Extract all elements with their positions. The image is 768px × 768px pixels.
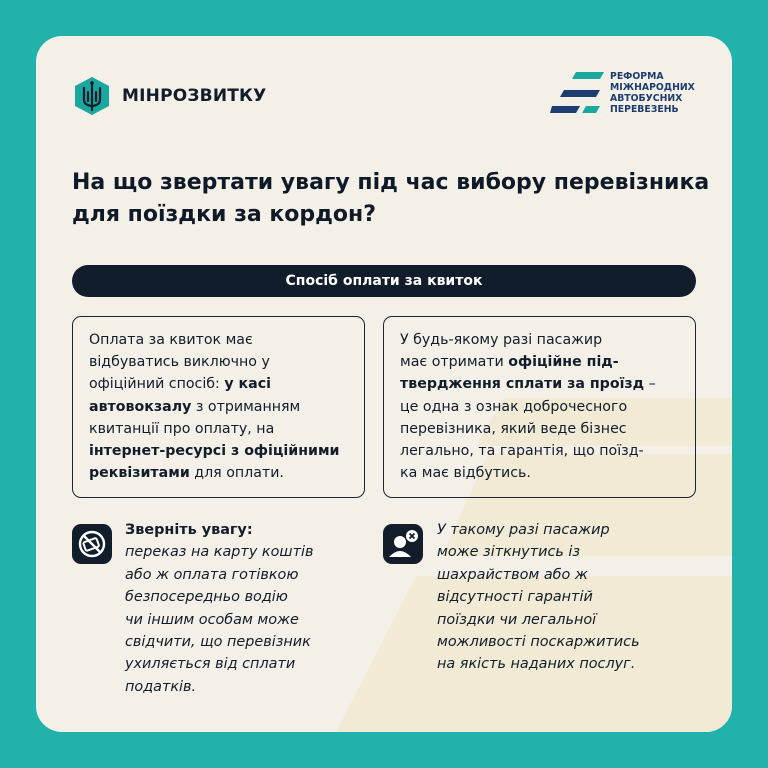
box-line: реквізитами для оплати.: [89, 465, 284, 482]
payment-method-box: [72, 316, 365, 498]
warning-note-left: [125, 519, 313, 698]
warning-heading: Зверніть увагу:: [125, 522, 253, 538]
reform-logo-line: РЕФОРМА: [610, 71, 664, 82]
warning-line: відсутності гарантій: [437, 589, 593, 606]
trident-shield-icon: [72, 76, 112, 116]
box-line: перевізника, який веде бізнес: [400, 420, 627, 437]
warning-line: безпосередньо водію: [125, 589, 288, 606]
warning-line: У такому разі пасажир: [437, 522, 610, 538]
infographic-card: [36, 36, 732, 732]
box-line: У будь-якому разі пасажир: [400, 332, 603, 348]
title-line: для поїздки за кордон?: [72, 202, 377, 227]
box-line: ка має відбутись.: [400, 465, 531, 482]
reform-logo: [550, 70, 695, 116]
warning-line: може зіткнутись із: [437, 544, 581, 561]
warning-line: на якість наданих послуг.: [437, 656, 636, 673]
warning-note-right: [437, 519, 640, 676]
warning-line: податків.: [125, 678, 197, 695]
reform-logo-line: АВТОБУСНИХ: [610, 93, 683, 104]
reform-logo-line: ПЕРЕВЕЗЕНЬ: [610, 104, 679, 115]
warning-line: шахрайством або ж: [437, 566, 588, 583]
box-line: має отримати офіційне під-: [400, 354, 619, 371]
box-line: офіційний спосіб: у касі: [89, 376, 272, 393]
box-line: Оплата за квиток має: [89, 332, 253, 348]
payment-confirmation-box: [383, 316, 696, 498]
ministry-logo: [72, 76, 266, 116]
reform-logo-text: [610, 71, 695, 115]
warning-line: чи іншим особам може: [125, 611, 299, 628]
person-cross-icon: [383, 524, 423, 564]
warning-line: свідчити, що перевізник: [125, 634, 311, 651]
warning-line: або ж оплата готівкою: [125, 566, 299, 583]
section-heading: Спосіб оплати за квиток: [285, 273, 483, 289]
title-line: На що звертати увагу під час вибору перевізника: [72, 170, 710, 195]
page-title: [72, 167, 712, 231]
box-line: автовокзалу з отриманням: [89, 398, 301, 415]
box-line: відбуватись виключно у: [89, 354, 270, 371]
box-line: це одна з ознак доброчесного: [400, 398, 628, 415]
reform-stripes-logo-icon: [550, 70, 606, 116]
warning-line: поїздки чи легальної: [437, 611, 597, 628]
reform-logo-line: МІЖНАРОДНИХ: [610, 82, 695, 93]
section-heading-bar: [72, 265, 696, 297]
warning-line: переказ на карту коштів: [125, 544, 314, 561]
box-line: квитанції про оплату, на: [89, 420, 275, 437]
ministry-logo-text: МІНРОЗВИТКУ: [122, 86, 267, 106]
no-cash-icon: [72, 524, 112, 564]
box-line: твердження сплати за проїзд –: [400, 376, 656, 393]
warning-line: можливості поскаржитись: [437, 634, 640, 651]
warning-line: ухиляється від сплати: [125, 656, 296, 673]
box-line: легально, та гарантія, що поїзд-: [400, 443, 644, 460]
box-line: інтернет-ресурсі з офіційними: [89, 443, 340, 460]
